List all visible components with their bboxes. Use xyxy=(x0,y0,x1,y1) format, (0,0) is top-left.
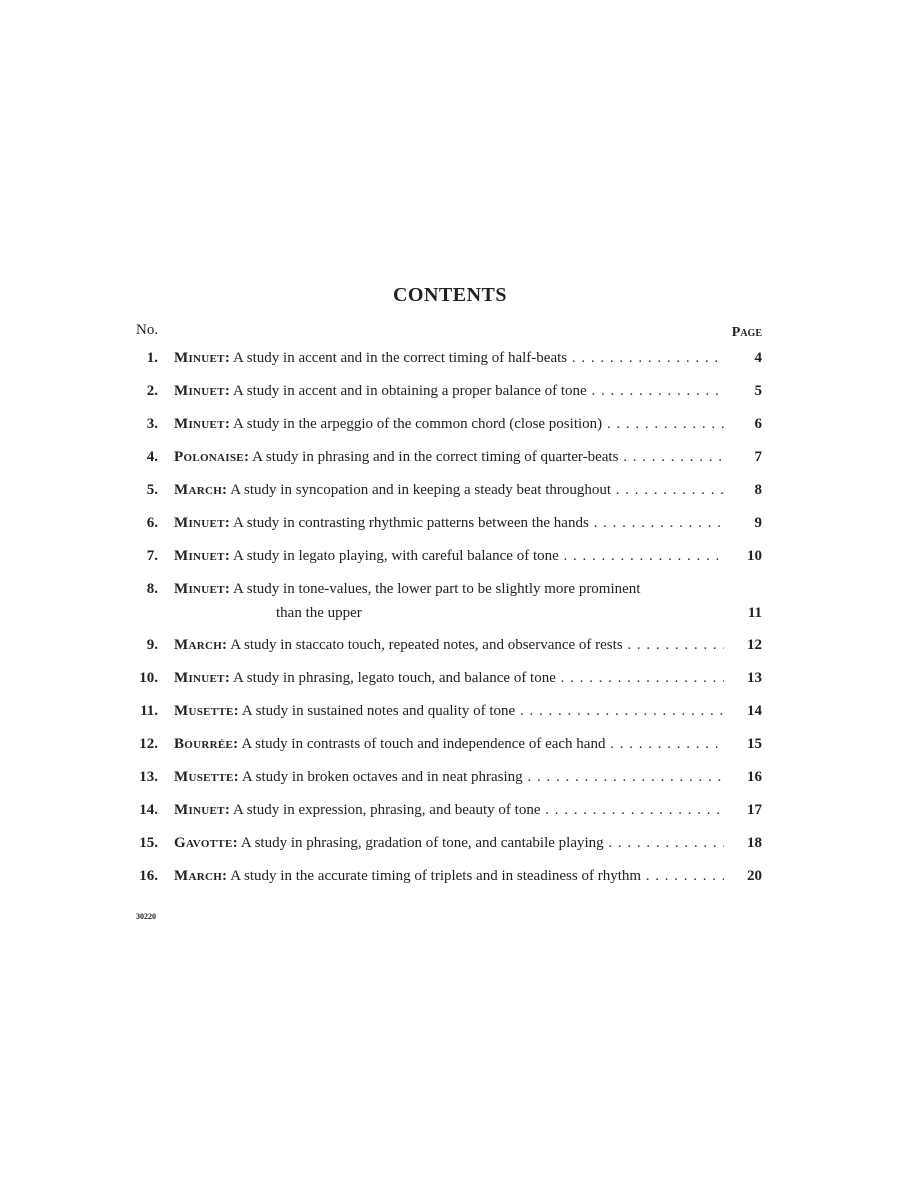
entry-description: A study in the arpeggio of the common chord (close position) xyxy=(233,416,603,432)
entry-page: 14 xyxy=(747,703,762,719)
toc-entry: 3. Minuet: A study in the arpeggio of the common chord (close position) . . . 6 xyxy=(136,408,762,441)
entry-page: 8 xyxy=(754,482,762,498)
entry-description: A study in tone-values, the lower part to be slightly more prominent xyxy=(233,581,641,597)
entry-number: 13. xyxy=(139,769,158,785)
toc-entry: 4. Polonaise: A study in phrasing and in the correct timing of quarter-beats . . . 7 xyxy=(136,441,762,474)
entry-description: A study in the accurate timing of triplets and in steadiness of rhythm xyxy=(230,868,642,884)
entry-number: 6. xyxy=(146,515,158,531)
entry-description: A study in phrasing and in the correct timing of quarter-beats xyxy=(252,449,619,465)
toc-entry: 9. March: A study in staccato touch, repeated notes, and observance of rests . . . 12 xyxy=(136,629,762,662)
entry-title: Musette xyxy=(174,769,234,785)
entry-page: 18 xyxy=(747,835,762,851)
entry-page: 5 xyxy=(754,383,762,399)
entry-page: 11 xyxy=(747,605,762,621)
toc-entry: 7. Minuet: A study in legato playing, with careful balance of tone . . . 10 xyxy=(136,540,762,573)
entry-description: A study in accent and in the correct timing of half-beats xyxy=(233,350,568,366)
entry-description: A study in accent and in obtaining a proper balance of tone xyxy=(233,383,587,399)
entry-page: 15 xyxy=(747,736,762,752)
entry-title: Minuet xyxy=(174,670,225,686)
entry-title: Minuet xyxy=(174,548,225,564)
entry-number: 11. xyxy=(140,703,158,719)
entry-title: Minuet xyxy=(174,383,225,399)
entry-title: Bourrée xyxy=(174,736,234,752)
entry-number: 16. xyxy=(139,868,158,884)
toc-entry: 6. Minuet: A study in contrasting rhythmic patterns between the hands . . . 9 xyxy=(136,507,762,540)
entry-title: Minuet xyxy=(174,350,225,366)
toc-entry: 8. Minuet: A study in tone-values, the lower part to be slightly more prominent than the upper 11 xyxy=(136,573,762,629)
plate-number: 30220 xyxy=(136,912,156,921)
entry-description: A study in syncopation and in keeping a steady beat throughout xyxy=(230,482,612,498)
entry-page: 20 xyxy=(747,868,762,884)
entry-page: 4 xyxy=(754,350,762,366)
entry-number: 10. xyxy=(139,670,158,686)
entry-number: 1. xyxy=(146,350,158,366)
entry-page: 12 xyxy=(747,637,762,653)
table-of-contents xyxy=(136,342,762,893)
entry-number: 12. xyxy=(139,736,158,752)
page-title: CONTENTS xyxy=(392,284,508,306)
entry-page: 7 xyxy=(754,449,762,465)
entry-title: March xyxy=(174,868,223,884)
page-column-header: Page xyxy=(731,325,762,340)
entry-title: Minuet xyxy=(174,515,225,531)
entry-description: A study in broken octaves and in neat phrasing xyxy=(241,769,523,785)
entry-number: 2. xyxy=(146,383,158,399)
entry-page: 13 xyxy=(747,670,762,686)
entry-title: March xyxy=(174,637,223,653)
entry-title: March xyxy=(174,482,223,498)
entry-number: 3. xyxy=(146,416,158,432)
entry-title: Musette xyxy=(174,703,234,719)
entry-number: 7. xyxy=(146,548,158,564)
entry-title: Minuet xyxy=(174,581,225,597)
toc-entry: 15. Gavotte: A study in phrasing, gradation of tone, and cantabile playing . . . 18 xyxy=(136,827,762,860)
entry-description: A study in contrasts of touch and independence of each hand xyxy=(241,736,606,752)
entry-page: 16 xyxy=(747,769,762,785)
entry-number: 15. xyxy=(139,835,158,851)
toc-entry: 12. Bourrée: A study in contrasts of touch and independence of each hand . . . 15 xyxy=(136,728,762,761)
entry-number: 9. xyxy=(146,637,158,653)
entry-description: A study in contrasting rhythmic patterns between the hands xyxy=(233,515,589,531)
number-column-header: No. xyxy=(136,322,159,338)
entry-number: 5. xyxy=(146,482,158,498)
toc-entry: 10. Minuet: A study in phrasing, legato touch, and balance of tone . . . 13 xyxy=(136,662,762,695)
entry-page: 9 xyxy=(754,515,762,531)
toc-entry: 14. Minuet: A study in expression, phrasing, and beauty of tone . . . 17 xyxy=(136,794,762,827)
entry-number: 4. xyxy=(146,449,158,465)
entry-page: 6 xyxy=(754,416,762,432)
entry-number: 14. xyxy=(139,802,158,818)
entry-description: A study in sustained notes and quality of tone xyxy=(241,703,516,719)
entry-title: Minuet xyxy=(174,802,225,818)
entry-description: A study in legato playing, with careful balance of tone xyxy=(233,548,559,564)
toc-entry: 13. Musette: A study in broken octaves and in neat phrasing . . . 16 xyxy=(136,761,762,794)
entry-description: A study in expression, phrasing, and beauty of tone xyxy=(233,802,541,818)
toc-entry: 16. March: A study in the accurate timing of triplets and in steadiness of rhythm . . . 20 xyxy=(136,860,762,893)
entry-description: A study in phrasing, gradation of tone, and cantabile playing xyxy=(240,835,604,851)
entry-number: 8. xyxy=(146,581,158,597)
toc-entry: 5. March: A study in syncopation and in keeping a steady beat throughout . . . 8 xyxy=(136,474,762,507)
toc-entry: 11. Musette: A study in sustained notes and quality of tone . . . 14 xyxy=(136,695,762,728)
toc-entry: 1. Minuet: A study in accent and in the correct timing of half-beats . . . 4 xyxy=(136,342,762,375)
entry-title: Polonaise xyxy=(174,449,244,465)
entry-title: Gavotte xyxy=(174,835,233,851)
entry-description: A study in phrasing, legato touch, and balance of tone xyxy=(233,670,556,686)
entry-page: 10 xyxy=(747,548,762,564)
entry-page: 17 xyxy=(747,802,762,818)
entry-description: A study in staccato touch, repeated notes, and observance of rests xyxy=(230,637,623,653)
entry-description-continued: than the upper xyxy=(276,605,362,621)
toc-entry: 2. Minuet: A study in accent and in obtaining a proper balance of tone . . . 5 xyxy=(136,375,762,408)
entry-title: Minuet xyxy=(174,416,225,432)
